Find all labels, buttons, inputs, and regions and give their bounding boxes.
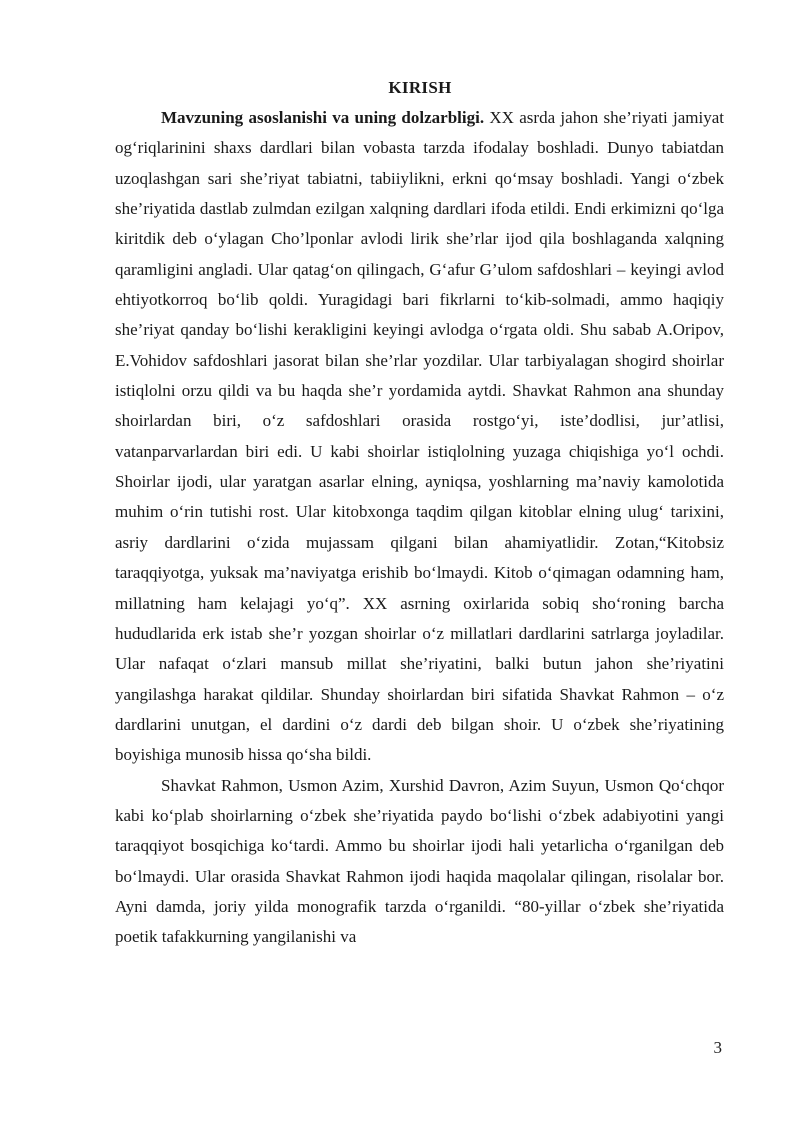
page-number: 3 [713,1038,722,1057]
paragraph-1 [115,103,724,771]
paragraph-lead: Mavzuning asoslanishi va uning dolzarbligi. [161,108,485,127]
body-text [115,103,724,953]
section-heading: KIRISH [388,78,452,97]
paragraph-text: Shavkat Rahmon, Usmon Azim, Xurshid Davron, Azim Suyun, Usmon Qo‘chqor kabi ko‘plab shoirlarning o‘zbek she’riyatida paydo bo‘lishi o‘zbek adabiyotini yangi taraqqiyot bosqichiga ko‘tardi. Ammo bu shoirlar ijodi hali yetarlicha o‘rganilgan deb bo‘lmaydi. Ular orasida Shavkat Rahmon ijodi haqida maqolalar qilingan, risolalar bor. Ayni damda, joriy yilda monografik tarzda o‘rganildi. “80-yillar o‘zbek she’riyatida poetik tafakkurning yangilanishi va [115,775,724,947]
paragraph-2 [115,771,724,953]
paragraph-text: XX asrda jahon she’riyati jamiyat og‘riqlarinini shaxs dardlari bilan vobasta tarzda ifodalay boshladi. Dunyo tabiatdan uzoqlashgan sari she’riyat tabiatni, tabiiylikni, erkni qo‘msay boshladi. Yangi o‘zbek she’riyatida dastlab zulmdan ezilgan xalqning dardlari ifoda etildi. Endi erkimizni qo‘lga kiritdik deb o‘ylagan Cho’lponlar avlodi lirik she’rlar ijod qila boshlaganda xalqning qaramligini angladi. Ular qatag‘on qilingach, G‘afur G’ulom safdoshlari – keyingi avlod ehtiyotkorroq bo‘lib qoldi. Yuragidagi bari fikrlarni to‘kib-solmadi, ammo haqiqiy she’riyat qanday bo‘lishi kerakligini keyingi avlodga o‘rgata oldi. Shu sabab A.Oripov, E.Vohidov safdoshlari jasorat bilan she’rlar yozdilar. Ular tarbiyalagan shogird shoirlar istiqlolni orzu qildi va bu haqda she’r yordamida aytdi. Shavkat Rahmon ana shunday shoirlardan biri, o‘z safdoshlari orasida rostgo‘yi, iste’dodlisi, jur’atlisi, vatanparvarlardan biri edi. U kabi shoirlar istiqlolning yuzaga chiqishiga yo‘l ochdi. Shoirlar ijodi, ular yaratgan asarlar elning, ayniqsa, yoshlarning ma’naviy kamolotida muhim o‘rin tutishi rost. Ular kitobxonga taqdim qilgan kitoblar elning ulug‘ tarixini, asriy dardlarini o‘zida mujassam qilgani bilan ahamiyatlidir. Zotan,“Kitobsiz taraqqiyotga, yuksak ma’naviyatga erishib bo‘lmaydi. Kitob o‘qimagan odamning ham, millatning ham kelajagi yo‘q”. XX asrning oxirlarida sobiq sho‘roning barcha hududlarida erk istab she’r yozgan shoirlar o‘z millatlari dardlarini satrlarga joyladilar. Ular nafaqat o‘zlari mansub millat she’riyatini, balki butun jahon she’riyatini yangilashga harakat qildilar. Shunday shoirlardan biri sifatida Shavkat Rahmon – o‘z dardlarini unutgan, el dardini o‘z dardi deb bilgan shoir. U o‘zbek she’riyatining boyishiga munosib hissa qo‘sha bildi. [115,108,724,765]
